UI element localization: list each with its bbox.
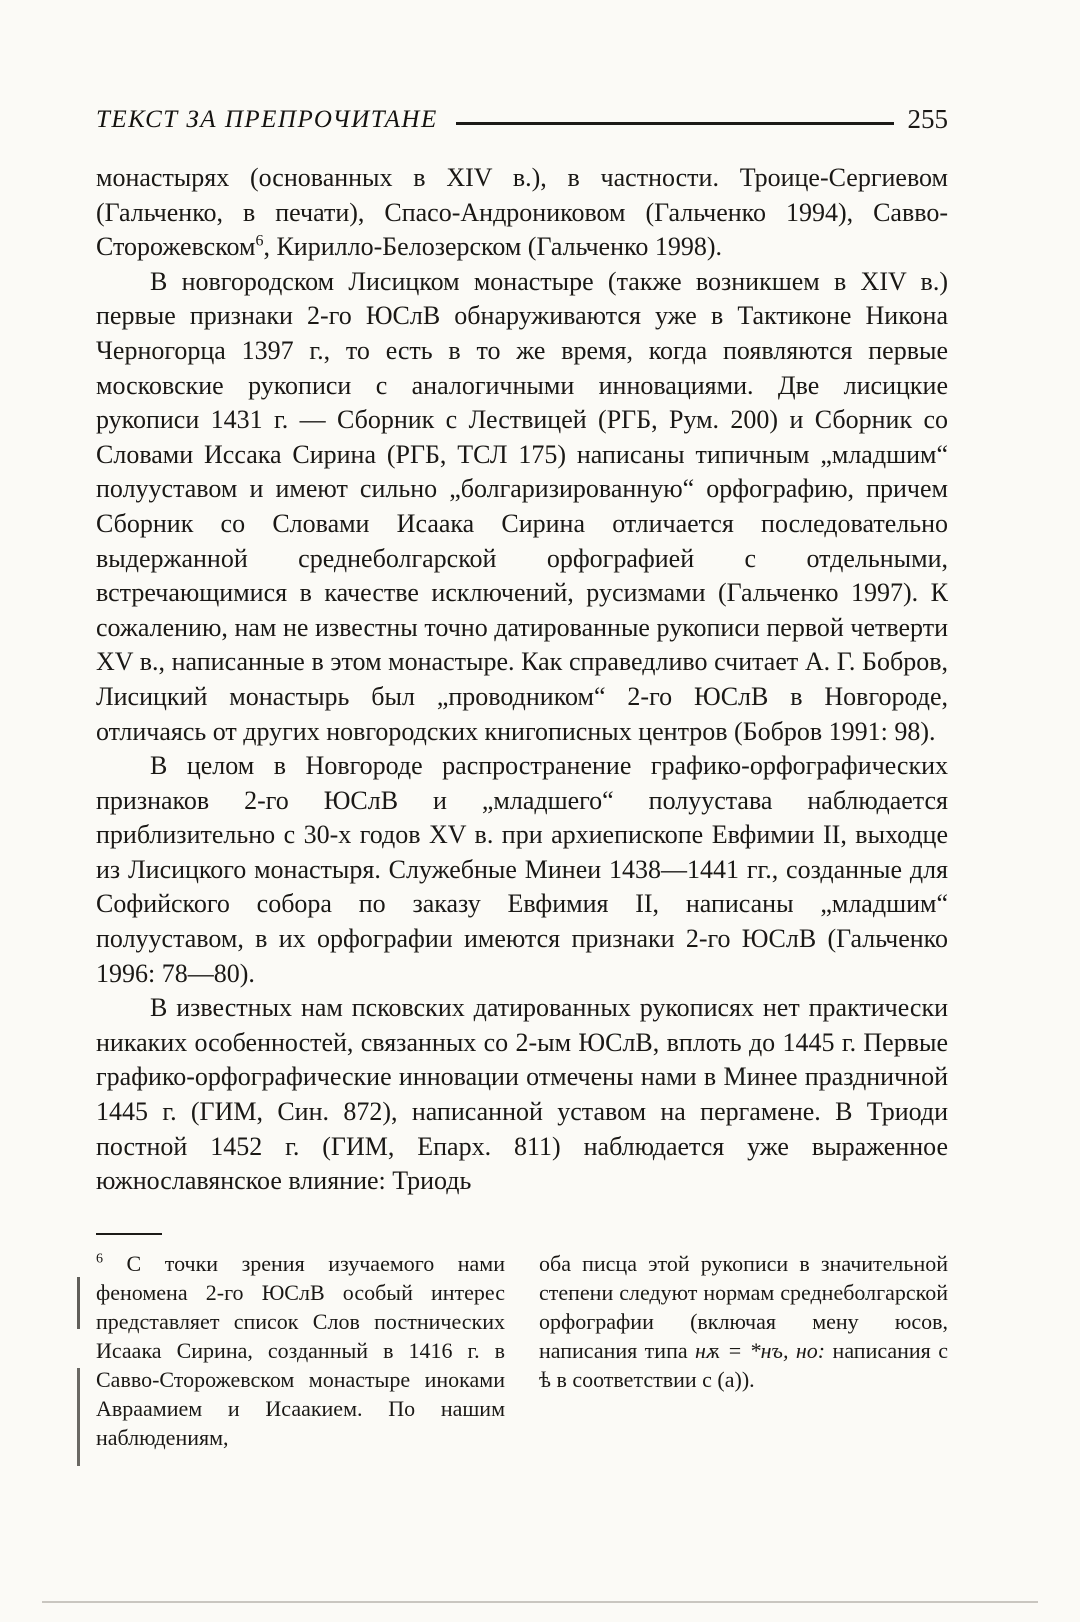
running-head (96, 104, 948, 135)
page-number: 255 (907, 104, 948, 134)
paragraph: В целом в Новгороде распространение графико-орфографических признаков 2-го ЮСлВ и „младшего“ полуустава наблюдается приблизительно с 30-х годов XV в. при архиепископе Евфимии II, выходце из Лисицкого монастыря. Служебные Минеи 1438—1441 гг., созданные для Софийского собора по заказу Евфимия II, написаны „младшим“ полууставом, в их орфографии имеются признаки 2-го ЮСлВ (Гальченко 1996: 78—80). (96, 751, 948, 988)
running-head-rule (456, 122, 894, 125)
footnote-text: написания с ѣ в соответствии с (а)). (539, 1337, 948, 1392)
scan-artifact (77, 1368, 80, 1466)
footnote-text: С точки зрения изучаемого нами феномена 2-го ЮСлВ особый интерес представляет список Слов постнических Исаака Сирина, созданный в 1416 г. в Савво-Сторожевском монастыре иноками Авраамием и Исаакием. По нашим наблюдениям, (96, 1250, 505, 1450)
paragraph-opening (96, 161, 948, 265)
scan-artifact (77, 1277, 80, 1329)
footnote-marker: 6 (96, 1251, 103, 1267)
footnote-area (96, 1249, 948, 1452)
footnote-separator-rule (96, 1233, 162, 1235)
footnote-left-column (96, 1249, 505, 1452)
body-text (96, 161, 948, 1199)
running-head-title: ТЕКСТ ЗА ПРЕПРОЧИТАНЕ (96, 105, 438, 133)
footnote-text-italic: нѫ = *нъ, но: (695, 1337, 826, 1363)
footnote-reference: 6 (255, 232, 264, 250)
paragraph: В известных нам псковских датированных рукописях нет практически никаких особенностей, связанных со 2-ым ЮСлВ, вплоть до 1445 г. Первые графико-орфографические инновации отмечены нами в Минее праздничной 1445 г. (ГИМ, Син. 872), написанной уставом на пергамене. В Триоди постной 1452 г. (ГИМ, Епарх. 811) наблюдается уже выраженное южнославянское влияние: Триодь (96, 993, 948, 1196)
paragraph-text: монастырях (основанных в XIV в.), в частности. Троице-Сергиевом (Гальченко, в печати), Спасо-Андрониковом (Гальченко 1994), Савво-Сторожевском (96, 163, 948, 262)
footnote-right-column (539, 1249, 948, 1452)
footnote-text: оба писца этой рукописи в значительной степени следуют нормам среднеболгарской орфографии (включая мену юсов, написания типа (539, 1250, 948, 1363)
scan-artifact (42, 1601, 1038, 1603)
paragraph: В новгородском Лисицком монастыре (также возникшем в XIV в.) первые признаки 2-го ЮСлВ обнаруживаются уже в Тактиконе Никона Черногорца 1397 г., то есть в то же время, когда появляются первые московские рукописи с аналогичными инновациями. Две лисицкие рукописи 1431 г. — Сборник с Лествицей (РГБ, Рум. 200) и Сборник со Словами Иссака Сирина (РГБ, ТСЛ 175) написаны типичным „младшим“ полууставом и имеют сильно „болгаризированную“ орфографию, причем Сборник со Словами Исаака Сирина отличается последовательно выдержанной среднеболгарской орфографией с отдельными, встречающимися в качестве исключений, русизмами (Гальченко 1997). К сожалению, нам не известны точно датированные рукописи первой четверти XV в., написанные в этом монастыре. Как справедливо считает А. Г. Бобров, Лисицкий монастырь был „проводником“ 2-го ЮСлВ в Новгороде, отличаясь от других новгородских книгописных центров (Бобров 1991: 98). (96, 266, 948, 746)
page-content (96, 104, 948, 1452)
paragraph-text: , Кирилло-Белозерском (Гальченко 1998). (263, 232, 722, 262)
